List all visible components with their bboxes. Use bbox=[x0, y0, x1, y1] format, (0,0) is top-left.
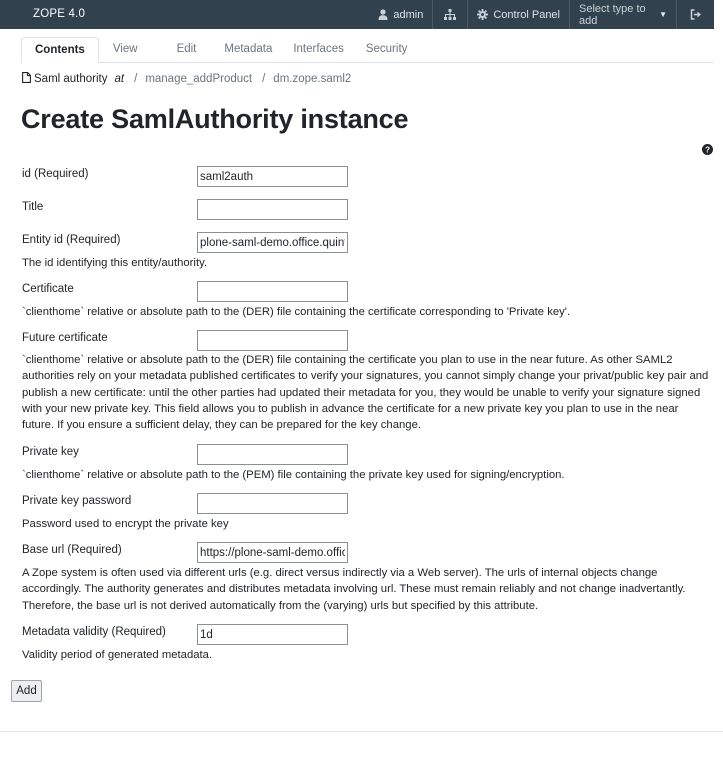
base-url-input[interactable] bbox=[197, 542, 348, 563]
private-key-password-input[interactable] bbox=[197, 493, 348, 514]
id-label: id (Required) bbox=[22, 168, 89, 180]
help-circle-icon[interactable] bbox=[702, 144, 713, 158]
future-certificate-label: Future certificate bbox=[22, 332, 108, 344]
metadata-validity-help: Validity period of generated metadata. bbox=[22, 649, 213, 661]
user-name: admin bbox=[393, 8, 424, 21]
chevron-down-icon: ▼ bbox=[659, 10, 667, 19]
certificate-help: `clienthome` relative or absolute path to the (DER) file containing the certificate corresponding to 'Private key'. bbox=[22, 306, 571, 318]
id-input[interactable] bbox=[197, 166, 348, 187]
entity-id-label: Entity id (Required) bbox=[22, 234, 121, 246]
certificate-label: Certificate bbox=[22, 283, 74, 295]
private-key-password-label: Private key password bbox=[22, 495, 132, 507]
breadcrumb bbox=[22, 72, 351, 86]
tab-security[interactable]: Security bbox=[365, 43, 408, 55]
logout-icon bbox=[690, 9, 702, 20]
breadcrumb-link-product[interactable]: dm.zope.saml2 bbox=[273, 73, 352, 85]
user-icon bbox=[378, 9, 388, 20]
future-certificate-help: `clienthome` relative or absolute path to the (DER) file containing the certificate you plan to use in the near future. As other SAML2 authorities rely on your metadata published certificates to verify your signatures, you cannot simply change your privat/public key pair and publish a new certificate: until the other parties had updated their metadata for you, they would be unable to verify your signature signed with your new private key. This field allows you to publish in advance the certificate for a new private key you plan to use in the near future. If you ensure a sufficient delay, they can be prepared for the key change. bbox=[22, 354, 709, 432]
entity-id-input[interactable] bbox=[197, 232, 348, 253]
breadcrumb-object[interactable]: Saml authority bbox=[34, 73, 108, 85]
add-type-select[interactable] bbox=[569, 0, 676, 29]
sitemap-icon bbox=[444, 9, 456, 20]
title-input[interactable] bbox=[197, 199, 348, 220]
management-tabs bbox=[21, 37, 714, 63]
future-certificate-input[interactable] bbox=[197, 330, 348, 351]
page-title: Create SamlAuthority instance bbox=[21, 104, 409, 134]
tab-metadata[interactable]: Metadata bbox=[224, 43, 273, 55]
footer-divider bbox=[0, 731, 723, 732]
logout-button[interactable] bbox=[676, 0, 714, 29]
certificate-input[interactable] bbox=[197, 281, 348, 302]
base-url-label: Base url (Required) bbox=[22, 544, 122, 556]
sitemap-button[interactable] bbox=[432, 0, 467, 29]
metadata-validity-input[interactable] bbox=[197, 624, 348, 645]
breadcrumb-at: at bbox=[114, 73, 125, 85]
tab-interfaces[interactable]: Interfaces bbox=[293, 43, 344, 55]
control-panel-label: Control Panel bbox=[493, 8, 560, 21]
base-url-help: A Zope system is often used via different urls (e.g. direct versus indirectly via a Web server). The urls of internal objects change accordingly. The authority generates and distributes metadata involving url. These must remain reliably and not change inadvertantly. Therefore, the base url is not derived automatically from the (varying) urls but specified by this attribute. bbox=[22, 567, 686, 612]
document-icon bbox=[22, 72, 31, 86]
breadcrumb-separator: / bbox=[262, 73, 266, 85]
control-panel-link[interactable] bbox=[467, 0, 569, 29]
add-button[interactable]: Add bbox=[11, 680, 42, 702]
tab-view[interactable]: View bbox=[112, 43, 138, 55]
breadcrumb-separator: / bbox=[134, 73, 138, 85]
top-navbar bbox=[0, 0, 714, 29]
brand-logo[interactable]: ZOPE 4.0 bbox=[33, 8, 86, 20]
add-type-select-label: Select type to add bbox=[579, 2, 646, 27]
navbar-right bbox=[369, 0, 714, 29]
tab-contents[interactable]: Contents bbox=[21, 37, 99, 63]
private-key-label: Private key bbox=[22, 446, 79, 458]
private-key-input[interactable] bbox=[197, 444, 348, 465]
gear-icon bbox=[477, 9, 488, 20]
private-key-help: `clienthome` relative or absolute path to the (PEM) file containing the private key used for signing/encryption. bbox=[22, 469, 565, 481]
svg-text:?: ? bbox=[704, 145, 711, 155]
title-label: Title bbox=[22, 201, 44, 213]
tab-edit[interactable]: Edit bbox=[176, 43, 197, 55]
metadata-validity-label: Metadata validity (Required) bbox=[22, 626, 166, 638]
user-menu[interactable] bbox=[369, 0, 432, 29]
private-key-password-help: Password used to encrypt the private key bbox=[22, 518, 229, 530]
breadcrumb-link-manage-add-product[interactable]: manage_addProduct bbox=[145, 73, 253, 85]
entity-id-help: The id identifying this entity/authority. bbox=[22, 257, 208, 269]
